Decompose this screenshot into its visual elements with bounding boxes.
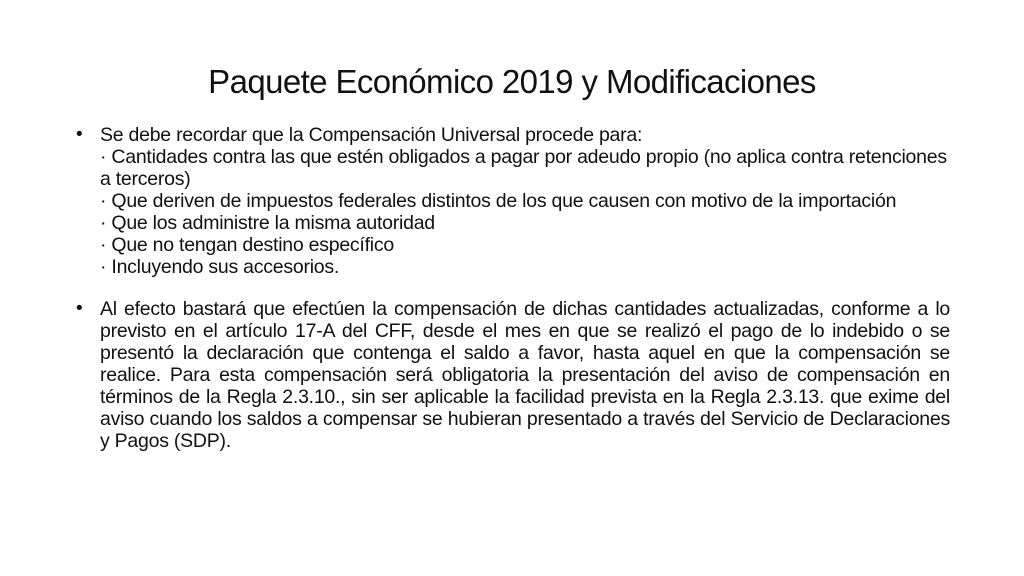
bullet-icon: • (76, 124, 83, 145)
bullet-paragraph: Al efecto bastará que efectúen la compensación de dichas cantidades actualizadas, conforme a lo previsto en el artículo 17-A del CFF, desde el mes en que se realizó el pago de lo indebido o se presentó la declaración que contenga el saldo a favor, hasta aquel en que la compensación se realice. Para esta compensación será obligatoria la presentación del aviso de compensación en términos de la Regla 2.3.10., sin ser aplicable la facilidad prevista en la Regla 2.3.13. que exime del aviso cuando los saldos a compensar se hubieran presentado a través del Servicio de Declaraciones y Pagos (SDP). (100, 298, 950, 452)
bullet-icon: • (76, 298, 83, 319)
sub-item-impuestos-federales: · Que deriven de impuestos federales distintos de los que causen con motivo de la importación (100, 190, 897, 212)
bullet-item-efecto-compensacion (74, 298, 950, 452)
sub-item-accesorios: · Incluyendo sus accesorios. (100, 256, 340, 278)
slide-body (74, 124, 950, 452)
slide-title: Paquete Económico 2019 y Modificaciones (208, 63, 816, 100)
bullet-item-compensacion-universal (74, 124, 950, 278)
sub-item-adeudo-propio: · Cantidades contra las que estén obligados a pagar por adeudo propio (no aplica contra retenciones a terceros) (100, 146, 947, 190)
sub-item-misma-autoridad: · Que los administre la misma autoridad (100, 212, 435, 234)
bullet-intro-line: Se debe recordar que la Compensación Universal procede para: (100, 124, 643, 146)
sub-item-destino-especifico: · Que no tengan destino específico (100, 234, 394, 256)
